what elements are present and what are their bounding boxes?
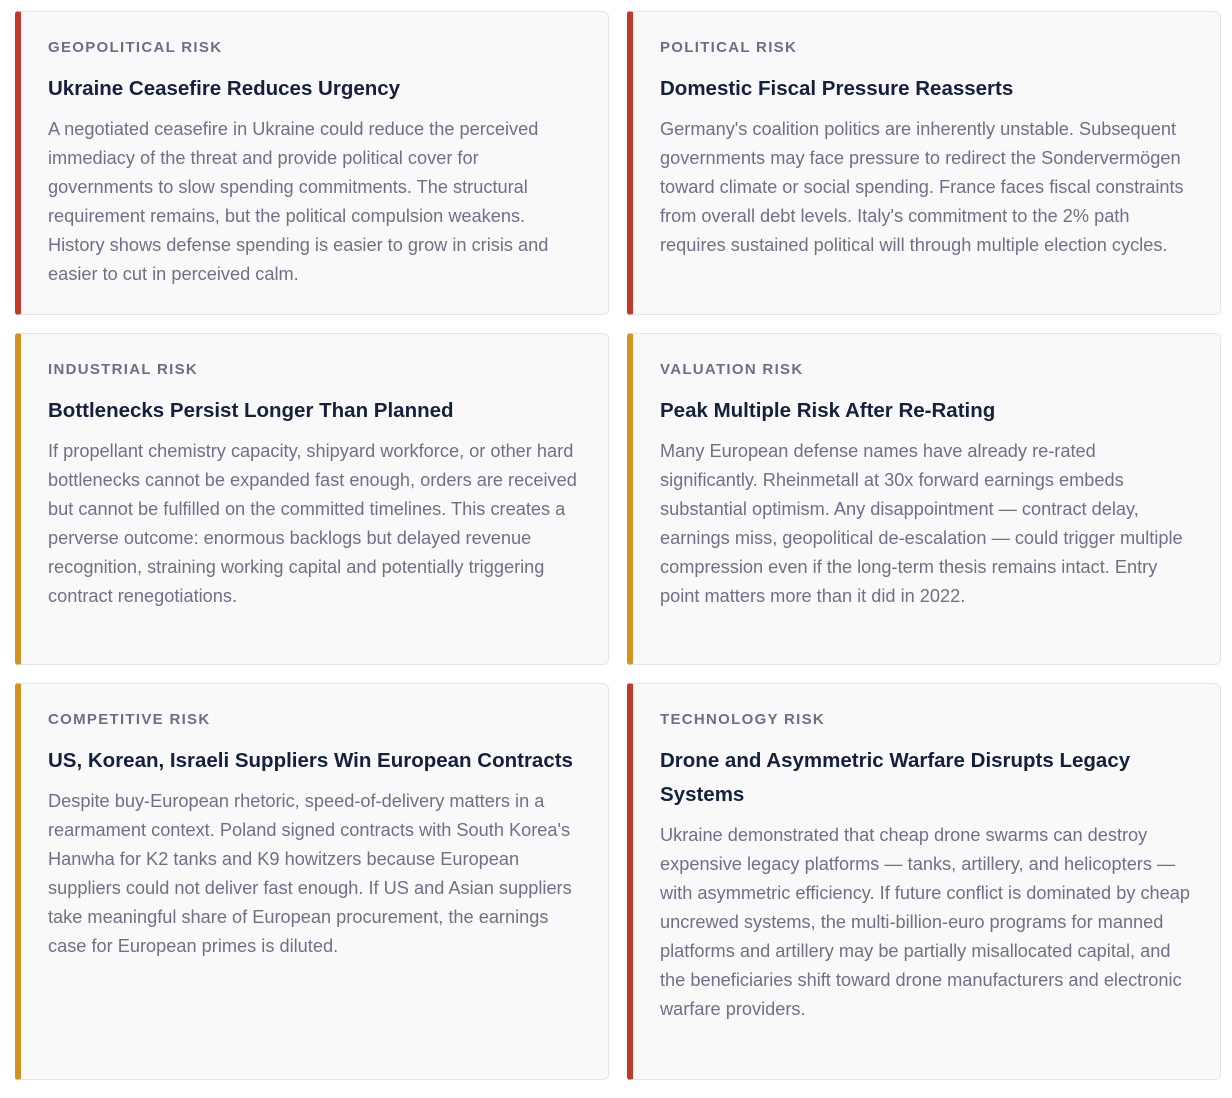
risk-card-technology bbox=[627, 683, 1221, 1080]
risk-category: VALUATION RISK bbox=[660, 361, 804, 378]
risk-title: Domestic Fiscal Pressure Reasserts bbox=[660, 77, 1014, 100]
risk-card-grid bbox=[15, 11, 1221, 1080]
risk-category: POLITICAL RISK bbox=[660, 39, 798, 56]
risk-card-valuation bbox=[627, 333, 1221, 665]
risk-title: US, Korean, Israeli Suppliers Win European Contracts bbox=[48, 749, 573, 772]
risk-description: If propellant chemistry capacity, shipyard workforce, or other hard bottlenecks cannot be expanded fast enough, orders are received but cannot be fulfilled on the committed timelines. This creates a perverse outcome: enormous backlogs but delayed revenue recognition, straining working capital and potentially triggering contract renegotiations. bbox=[48, 441, 577, 606]
risk-card-geopolitical bbox=[15, 11, 609, 315]
risk-title: Ukraine Ceasefire Reduces Urgency bbox=[48, 77, 401, 100]
risk-description: Ukraine demonstrated that cheap drone swarms can destroy expensive legacy platforms — tanks, artillery, and helicopters — with asymmetric efficiency. If future conflict is dominated by cheap uncrewed systems, the multi-billion-euro programs for manned platforms and artillery may be partially misallocated capital, and the beneficiaries shift toward drone manufacturers and electronic warfare providers. bbox=[660, 825, 1191, 1019]
risk-card-political bbox=[627, 11, 1221, 315]
risk-description: Despite buy-European rhetoric, speed-of-delivery matters in a rearmament context. Poland signed contracts with South Korea's Hanwha for K2 tanks and K9 howitzers because European suppliers could not deliver fast enough. If US and Asian suppliers take meaningful share of European procurement, the earnings case for European primes is diluted. bbox=[48, 791, 572, 956]
risk-category: COMPETITIVE RISK bbox=[48, 711, 211, 728]
risk-description: Germany's coalition politics are inherently unstable. Subsequent governments may face pressure to redirect the Sondervermögen toward climate or social spending. France faces fiscal constraints from overall debt levels. Italy's commitment to the 2% path requires sustained political will through multiple election cycles. bbox=[660, 119, 1184, 255]
risk-description: Many European defense names have already re-rated significantly. Rheinmetall at 30x forward earnings embeds substantial optimism. Any disappointment — contract delay, earnings miss, geopolitical de-escalation — could trigger multiple compression even if the long-term thesis remains intact. Entry point matters more than it did in 2022. bbox=[660, 441, 1183, 606]
risk-category: TECHNOLOGY RISK bbox=[660, 711, 826, 728]
risk-description: A negotiated ceasefire in Ukraine could reduce the perceived immediacy of the threat and provide political cover for governments to slow spending commitments. The structural requirement remains, but the political compulsion weakens. History shows defense spending is easier to grow in crisis and easier to cut in perceived calm. bbox=[48, 119, 549, 284]
risk-card-industrial bbox=[15, 333, 609, 665]
risk-title: Peak Multiple Risk After Re-Rating bbox=[660, 399, 996, 422]
risk-category: INDUSTRIAL RISK bbox=[48, 361, 199, 378]
risk-title: Bottlenecks Persist Longer Than Planned bbox=[48, 399, 454, 422]
risk-title: Drone and Asymmetric Warfare Disrupts Legacy Systems bbox=[660, 749, 1131, 806]
risk-category: GEOPOLITICAL RISK bbox=[48, 39, 223, 56]
risk-card-competitive bbox=[15, 683, 609, 1080]
